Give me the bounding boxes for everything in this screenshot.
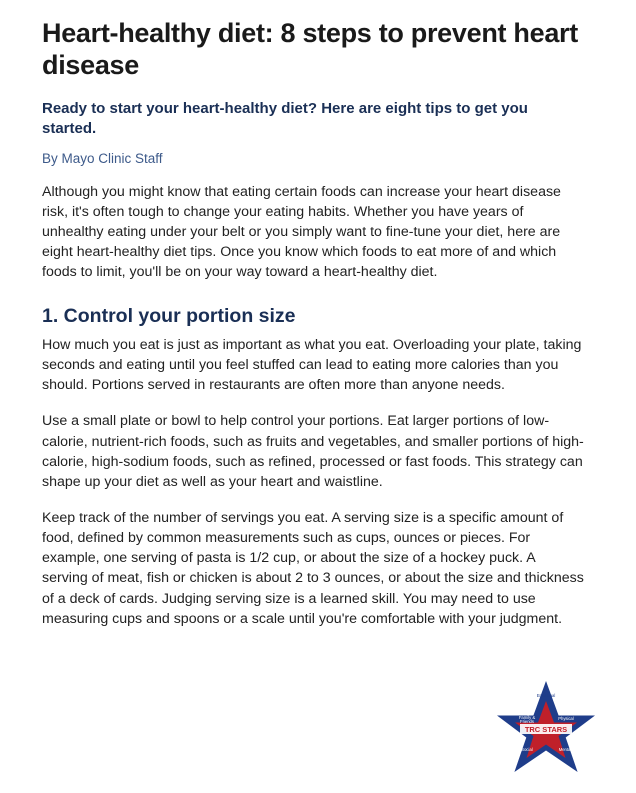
svg-text:Friends: Friends xyxy=(520,719,534,724)
section-1-paragraph-2: Use a small plate or bowl to help control your portions. Eat larger portions of low-calorie, nutrient-rich foods, such as fruits and vegetables, and smaller portions of high-calorie, high-sodium foods, such as refined, processed or fast foods. This strategy can shape up your diet as well as your heart and waistline. xyxy=(42,413,584,490)
svg-text:Physical: Physical xyxy=(558,716,574,721)
section-1-paragraph-1: How much you eat is just as important as what you eat. Overloading your plate, taking seconds and eating until you feel stuffed can lead to eating more calories than you should. Portions served in restaurants are often more than anyone needs. xyxy=(42,336,582,394)
svg-text:Family &: Family & xyxy=(518,715,536,720)
section-heading-1: 1. Control your portion size xyxy=(42,304,296,327)
section-1-paragraph-3: Keep track of the number of servings you eat. A serving size is a specific amount of food, defined by common measurements such as cups, ounces or pieces. For example, one serving of pasta is 1/2 cup, or about the size of a hockey puck. A serving of meat, fish or chicken is about 2 to 3 ounces, or about the size and thickness of a deck of cards. Judging serving size is a learned skill. You may need to use measuring cups and spoons or a scale until you're comfortable with your judgment. xyxy=(42,510,584,627)
svg-text:Emotional: Emotional xyxy=(536,693,556,698)
five-point-star-logo-icon xyxy=(494,675,598,779)
byline: By Mayo Clinic Staff xyxy=(42,150,163,166)
svg-text:Social: Social xyxy=(521,747,533,752)
svg-text:Mental: Mental xyxy=(558,747,572,752)
svg-text:TRC STARS: TRC STARS xyxy=(524,725,568,734)
intro-paragraph: Although you might know that eating certain foods can increase your heart disease risk, it's often tough to change your eating habits. Whether you have years of unhealthy eating under your belt or you simply want to fine-tune your diet, here are eight heart-healthy diet tips. Once you know which foods to eat more of and which foods to limit, you'll be on your way toward a heart-healthy diet. xyxy=(42,183,561,281)
page-title: Heart-healthy diet: 8 steps to prevent heart disease xyxy=(42,18,578,80)
article-deck: Ready to start your heart-healthy diet? Here are eight tips to get you started. xyxy=(42,100,528,137)
